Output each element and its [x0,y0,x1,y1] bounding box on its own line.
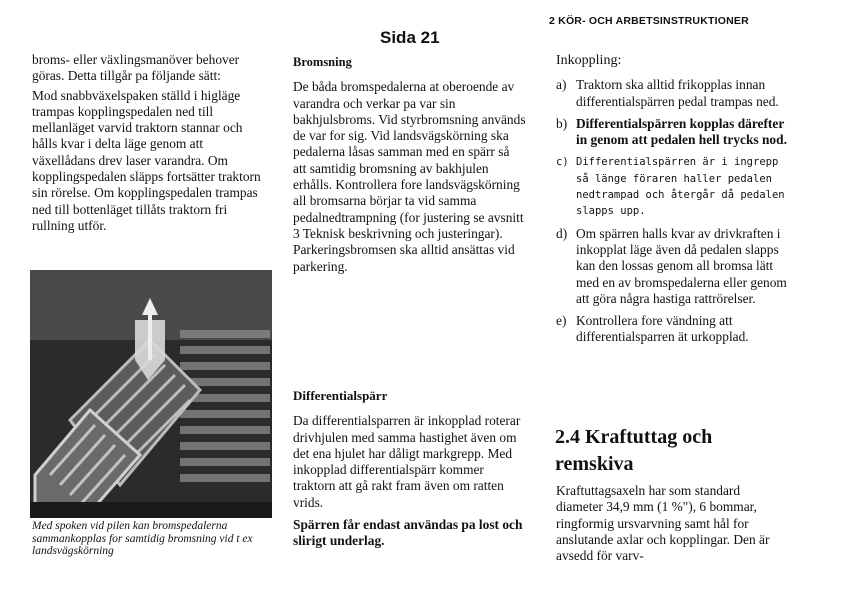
list-item [556,116,788,149]
list-item-label: d) [556,225,568,241]
section-text: Kraftuttagsaxeln har som standard diameter 34,9 mm (1 %"), 6 bommar, ringformig ursvarvning samt hål for anslutande axlar och kopplingar. Den är avsedd för varv- [556,483,770,564]
photo-caption: Med spoken vid pilen kan bromspedalerna sammankopplas for samtidig bromsning vid t ex landsvägskörning [32,520,253,557]
left-paragraph-2: Mod snabbväxelspaken ställd i higläge trampas kopplingspedalen ned till mellanläget varvid traktorn stannar och hålls kvar i delta läge genom att växellådans drev laser varandra. Om kopplingspedalen släpps fortsätter traktorn sin rörelse. Om kopplingspedalen trampas ned till bottenläget tillåts traktorn fri rullning utför. [32,87,261,233]
list-item-text: Differentialspärren kopplas därefter in genom att pedalen hell trycks nod. [576,115,787,148]
list-item-text: Traktorn ska alltid frikopplas innan differentialspärren pedal trampas ned. [576,77,779,109]
list-item-label: a) [556,77,567,93]
braking-heading: Bromsning [293,55,352,69]
braking-text: De båda bromspedalerna at oberoende av varandra och verkar pa var sin bakhjulsbroms. Vid styrbromsning används de var for sig. Vid landsvägskörning ska pedalerna låsas samman med en spärr så att samtidig bromsning av bakhjulen erhålls. Kontrollera fore landsvägskörning all bromsarna börjar ta vid samma pedalnedtrampning (for justering se avsnitt 3 Teknisk beskrivning och justeringar). Parkeringsbromsen ska alltid ansättas vid parkering. [293,79,526,274]
brake-pedal-photo [30,270,272,518]
list-item-text: Kontrollera fore vändning att differentialsparren ät urkopplad. [576,313,749,345]
left-column [32,52,268,237]
differential-heading: Differentialspärr [293,388,388,403]
list-item [556,154,788,219]
list-item [556,313,788,346]
differential-text-2: Spärren får endast användas pa lost och slirigt underlag. [293,517,523,549]
page-title: Sida 21 [380,28,440,47]
list-item-label: b) [556,115,568,131]
list-item-text: Om spärren halls kvar av drivkraften i inkopplat läge även då pedalen slapps kan den lossas genom all bromsa lätt med en av bromspedalerna eller genom att göra några hastiga rattrörelser. [576,225,787,306]
braking-section [293,54,526,275]
left-paragraph-1: broms- eller växlingsmanöver behover göras. Detta tillgår pa följande sätt: [32,52,240,84]
section-heading: 2.4 Kraftuttag och remskiva [555,426,713,475]
list-item-text: Differentialspärren är i ingrepp så länge föraren haller pedalen nedtrampad och återgår då pedalen slapps upp. [576,156,785,218]
engage-heading: Inkoppling: [556,53,622,68]
differential-text-1: Da differentialsparren är inkopplad roterar drivhjulen med samma hastighet även om det ena hjulet har dåligt markgrepp. Med inkopplad differentialspärr kommer traktorn att gå rakt fram även om ratten vrids. [293,413,521,510]
engage-section [556,53,788,352]
chapter-header: 2 KÖR- OCH ARBETSINSTRUKTIONER [549,15,749,27]
list-item-label: e) [556,313,567,329]
differential-section [293,388,526,556]
list-item [556,77,788,110]
list-item [556,226,788,307]
list-item-label: c) [556,156,569,169]
